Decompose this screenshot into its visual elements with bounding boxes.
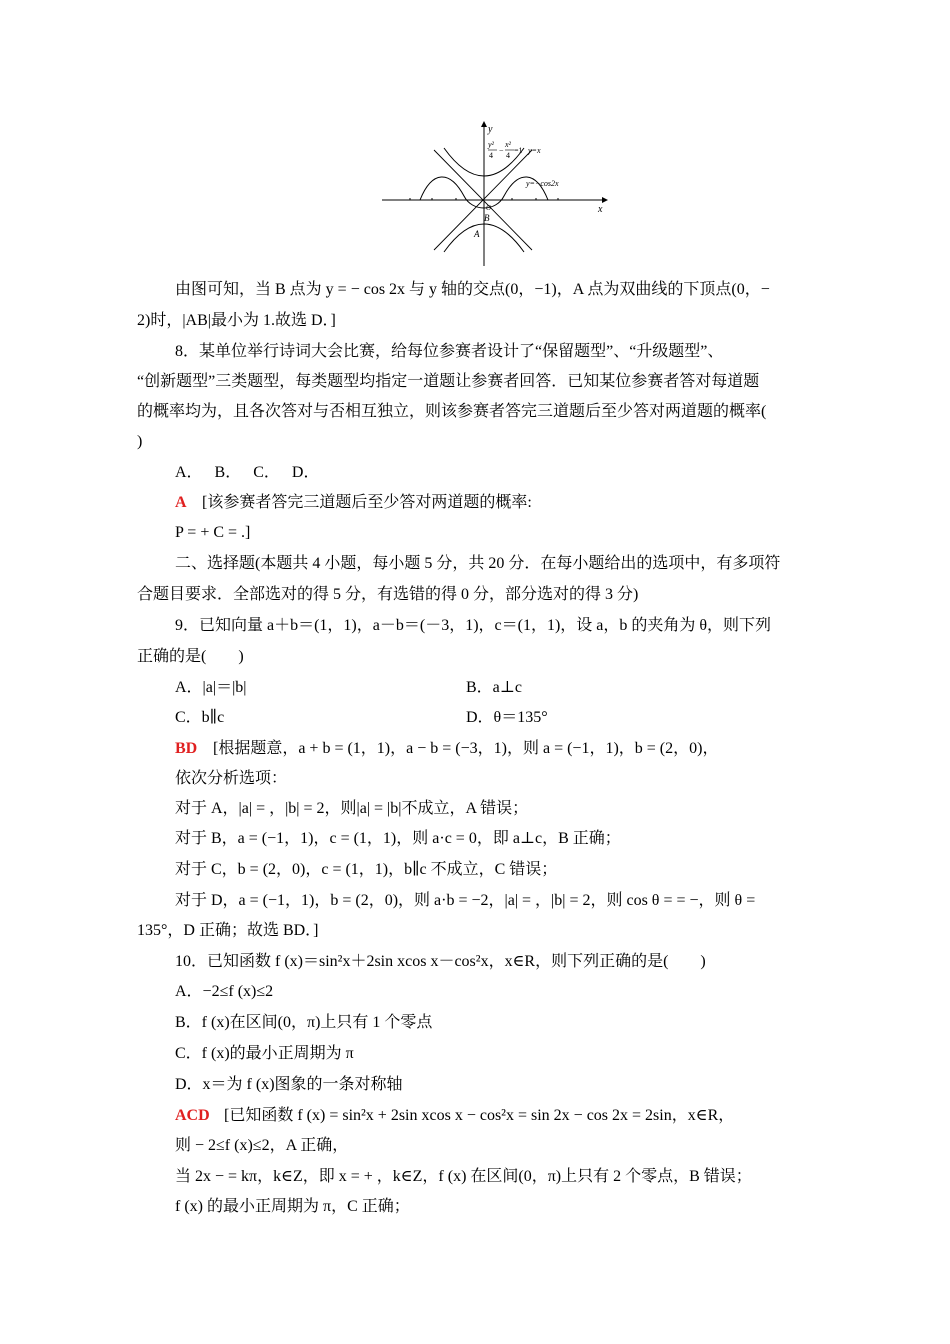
line-text: “创新题型”三类题型，每类题型均指定一道题让参赛者回答．已知某位参赛者答对每道题 xyxy=(137,373,760,390)
line-text: 对于 D，a = (−1，1)，b = (2，0)，则 a·b = −2，|a| = ，|b| = 2，则 cos θ = = −，则 θ = xyxy=(175,892,756,909)
line-text: 2)时，|AB|最小为 1.故选 D．] xyxy=(137,312,336,329)
line-text: D．x＝为 f (x)图象的一条对称轴 xyxy=(175,1076,403,1093)
line-text: 9．已知向量 a＋b＝(1，1)，a－b＝(－3，1)，c＝(1，1)，设 a，b 的夹角为 θ，则下列 xyxy=(175,617,772,634)
line-text: A．|a|＝|b| xyxy=(175,679,247,696)
x-axis-label: x xyxy=(598,204,603,215)
line-text: f (x) 的最小正周期为 π，C 正确； xyxy=(175,1198,410,1215)
line-text: D．θ＝135° xyxy=(466,709,548,726)
line-text: A．−2≤f (x)≤2 xyxy=(175,983,274,1000)
cos-label: y=−cos2x xyxy=(526,179,559,188)
line-text: C．f (x)的最小正周期为 π xyxy=(175,1045,354,1062)
line-text: 的概率均为，且各次答对与否相互独立，则该参赛者答完三道题后至少答对两道题的概率( xyxy=(137,403,767,420)
line-text: 二、选择题(本题共 4 小题，每小题 5 分，共 20 分．在每小题给出的选项中，有多项符 xyxy=(175,555,781,572)
line-text: 对于 B，a = (−1，1)，c = (1，1)，则 a·c = 0，即 a⊥c，B 正确； xyxy=(175,830,621,847)
line-text: B．f (x)在区间(0，π)上只有 1 个零点 xyxy=(175,1014,433,1031)
answer-key: ACD xyxy=(175,1107,210,1124)
line-text: 8．某单位举行诗词大会比赛，给每位参赛者设计了“保留题型”、“升级题型”、 xyxy=(175,343,724,360)
line-text: [根据题意，a + b = (1，1)，a − b = (−3，1)，则 a = (−1，1)，b = (2，0)， xyxy=(213,740,719,757)
line-text: 则 − 2≤f (x)≤2，A 正确， xyxy=(175,1137,349,1154)
point-b-label: B xyxy=(484,213,490,223)
line-text: ) xyxy=(137,433,143,450)
line-text: 正确的是( ) xyxy=(137,648,244,665)
x-axis-arrow xyxy=(602,197,608,203)
y-axis-arrow xyxy=(481,121,487,127)
line-text: P = + C = .] xyxy=(175,524,251,541)
hyperbola-label-num1: y² xyxy=(488,140,494,149)
line-text: C．b∥c xyxy=(175,709,225,726)
hyperbola-label-minus: − xyxy=(499,146,504,155)
hyperbola-label-den2: 4 xyxy=(506,151,510,160)
origin-label: O xyxy=(486,204,492,212)
line-text: 依次分析选项： xyxy=(175,770,288,787)
hyperbola-label-num2: x² xyxy=(505,140,511,149)
answer-key: A xyxy=(175,494,187,511)
line-label: y=x xyxy=(528,146,541,155)
point-a-label: A xyxy=(474,229,480,239)
line-text: 对于 A，|a| = ，|b| = 2，则|a| = |b|不成立，A 错误； xyxy=(175,800,529,817)
answer-key: BD xyxy=(175,740,198,757)
y-axis-label: y xyxy=(488,124,493,135)
line-text: B．a⊥c xyxy=(466,679,522,696)
line-text: [已知函数 f (x) = sin²x + 2sin xcos x − cos²x = sin 2x − cos 2x = 2sin，x∈R， xyxy=(224,1107,735,1124)
line-text: 当 2x − = kπ，k∈Z，即 x = + ，k∈Z，f (x) 在区间(0，π)上只有 2 个零点，B 错误； xyxy=(175,1168,752,1185)
line-text: 由图可知，当 B 点为 y = − cos 2x 与 y 轴的交点(0，−1)，A 点为双曲线的下顶点(0，− xyxy=(175,281,770,298)
line-text: 135°，D 正确；故选 BD．] xyxy=(137,922,319,939)
hyperbola-label-rest: =1 xyxy=(514,146,523,155)
line-text: [该参赛者答完三道题后至少答对两道题的概率: xyxy=(202,494,532,511)
hyperbola-label-den1: 4 xyxy=(489,151,493,160)
graph-figure xyxy=(380,118,610,270)
line-text: 对于 C，b = (2，0)，c = (1，1)，b∥c 不成立，C 错误； xyxy=(175,861,558,878)
line-text: 合题目要求．全部选对的得 5 分，有选错的得 0 分，部分选对的得 3 分) xyxy=(137,586,639,603)
line-text: A． B． C． D． xyxy=(175,464,320,481)
line-text: 10．已知函数 f (x)＝sin²x＋2sin xcos x－cos²x，x∈R，则下列正确的是( ) xyxy=(175,953,706,970)
